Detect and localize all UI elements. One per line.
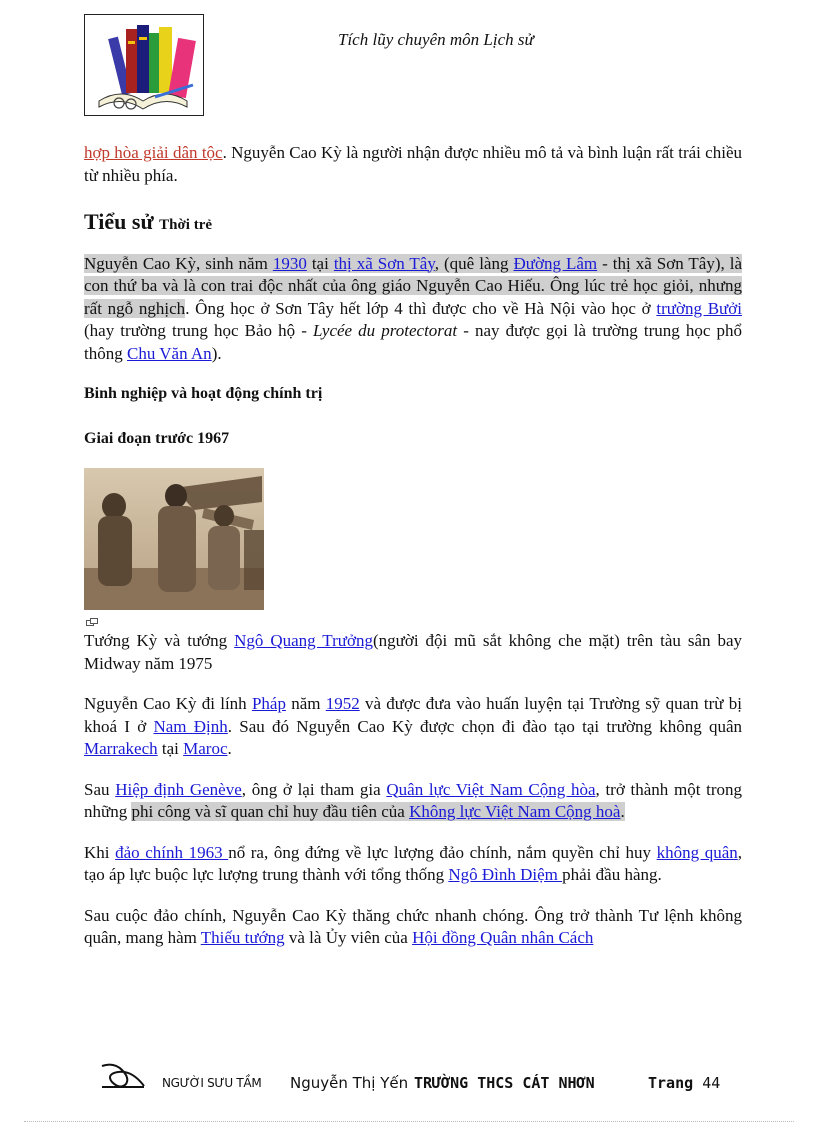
signature-icon: [100, 1060, 146, 1090]
paragraph-military-training: Nguyễn Cao Kỳ đi lính Pháp năm 1952 và được đưa vào huấn luyện tại Trường sỹ quan trừ bị khoá I ở Nam Định. Sau đó Nguyễn Cao Kỳ được chọn đi đào tạo tại trường không quân Marrakech tại Maroc.: [84, 694, 743, 758]
link-hop-hoa-giai-dan-toc[interactable]: hợp hòa giải dân tộc: [84, 143, 223, 162]
link-thi-xa-son-tay[interactable]: thị xã Sơn Tây: [333, 253, 435, 273]
document-body: [84, 142, 742, 968]
header-logo: [84, 14, 204, 116]
paragraph-coup-1963: Khi đảo chính 1963 nổ ra, ông đứng về lực lượng đảo chính, nắm quyền chỉ huy không quân, tạo áp lực buộc lực lượng trung thành với tổng thống Ngô Đình Diệm phải đầu hàng.: [84, 842, 743, 884]
link-khong-quan[interactable]: không quân: [656, 842, 738, 862]
historical-photo: [84, 468, 264, 610]
link-truong-buoi[interactable]: trường Bưởi: [656, 298, 742, 318]
image-link-icon: [86, 618, 98, 628]
link-dao-chinh-1963[interactable]: đảo chính 1963: [115, 842, 229, 862]
link-duong-lam[interactable]: Đường Lâm: [513, 253, 598, 273]
section-heading-binh-nghiep: Binh nghiệp và hoạt động chính trị: [84, 385, 323, 402]
footer-collector-label: NGƯỜI SƯU TẦM: [162, 1076, 262, 1090]
link-nam-dinh[interactable]: Nam Định: [153, 716, 228, 736]
link-chu-van-an[interactable]: Chu Văn An: [126, 343, 212, 363]
footer-page: Trang 44: [648, 1074, 721, 1092]
link-khong-luc-vnch[interactable]: Không lực Việt Nam Cộng hoà: [409, 802, 621, 821]
link-hiep-dinh-geneve[interactable]: Hiệp định Genève: [115, 779, 242, 799]
page-footer: [100, 1060, 760, 1094]
header-title: Tích lũy chuyên môn Lịch sử: [338, 30, 534, 49]
photo-caption: Tướng Kỳ và tướng Ngô Quang Trưởng(người đội mũ sắt không che mặt) trên tàu sân bay Midway năm 1975: [84, 631, 742, 673]
paragraph-early-life: Nguyễn Cao Kỳ, sinh năm 1930 tại thị xã Sơn Tây, (quê làng Đường Lâm - thị xã Sơn Tây), là con thứ ba và là con trai độc nhất của ông giáo Nguyễn Cao Hiếu. Ông lúc trẻ học giỏi, nhưng rất ngỗ nghịch. Ông học ở Sơn Tây hết lớp 4 thì được cho về Hà Nội vào học ở trường Bưởi (hay trường trung học Bảo hộ - Lycée du protectorat - nay được gọi là trường trung học phổ thông Chu Văn An).: [84, 253, 742, 363]
books-stack-icon: [85, 15, 202, 114]
footer-school: TRƯỜNG THCS CÁT NHƠN: [414, 1074, 595, 1092]
link-quan-luc-vnch[interactable]: Quân lực Việt Nam Cộng hòa: [386, 779, 596, 799]
link-maroc[interactable]: Maroc: [183, 739, 228, 758]
link-1952[interactable]: 1952: [325, 694, 360, 713]
link-ngo-quang-truong[interactable]: Ngô Quang Trưởng: [234, 631, 373, 650]
link-thieu-tuong[interactable]: Thiếu tướng: [200, 928, 285, 947]
footer-divider: [24, 1121, 794, 1122]
link-marrakech[interactable]: Marrakech: [84, 739, 158, 758]
section-heading-giai-doan: Giai đoạn trước 1967: [84, 429, 230, 447]
paragraph-geneva: Sau Hiệp định Genève, ông ở lại tham gia Quân lực Việt Nam Cộng hòa, trở thành một trong những phi công và sĩ quan chỉ huy đầu tiên của Không lực Việt Nam Cộng hoà.: [84, 779, 742, 821]
section-heading-tieu-su: Tiểu sử Thời trẻ: [84, 209, 213, 234]
link-phap[interactable]: Pháp: [251, 694, 286, 713]
link-hoi-dong-quan-nhan[interactable]: Hội đồng Quân nhân Cách: [412, 928, 594, 947]
paragraph-promotion: Sau cuộc đảo chính, Nguyễn Cao Kỳ thăng chức nhanh chóng. Ông trở thành Tư lệnh không quân, mang hàm Thiếu tướng và là Ủy viên của Hội đồng Quân nhân Cách: [84, 905, 742, 947]
link-ngo-dinh-diem[interactable]: Ngô Đình Diệm: [448, 865, 563, 884]
footer-author: Nguyễn Thị Yến: [290, 1074, 409, 1092]
link-1930[interactable]: 1930: [272, 253, 307, 273]
section-subheading-thoi-tre: Thời trẻ: [159, 217, 213, 233]
page-number: 44: [702, 1074, 721, 1092]
intro-paragraph: hợp hòa giải dân tộc. Nguyễn Cao Kỳ là người nhận được nhiều mô tả và bình luận rất trái chiều từ nhiều phía.: [84, 143, 742, 185]
